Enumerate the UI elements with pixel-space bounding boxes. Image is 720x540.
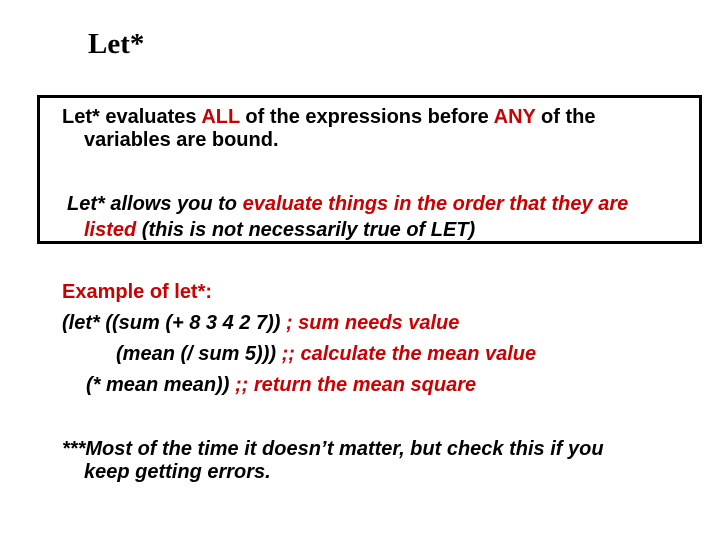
emphasis-listed: listed bbox=[84, 219, 137, 241]
note-line-2: keep getting errors. bbox=[84, 461, 271, 483]
box-line-1 bbox=[62, 106, 596, 129]
box-line-2 bbox=[67, 193, 628, 216]
code: (mean (/ sum 5))) bbox=[116, 343, 282, 365]
emphasis-any: ANY bbox=[493, 106, 536, 128]
emphasis-all: ALL bbox=[201, 106, 240, 128]
text: Let* evaluates bbox=[62, 106, 202, 128]
code: (* mean mean)) bbox=[86, 374, 235, 396]
emphasis-order: evaluate things in the order that they are bbox=[242, 193, 629, 215]
note-line-1: ***Most of the time it doesn’t matter, but check this if you bbox=[62, 438, 604, 460]
code: (let* ((sum (+ 8 3 4 2 7)) bbox=[62, 312, 286, 334]
text: of the bbox=[535, 106, 596, 128]
comment: ;; calculate the mean value bbox=[281, 343, 537, 365]
comment: ;; return the mean square bbox=[234, 374, 477, 396]
text: Let* allows you to bbox=[67, 193, 243, 215]
text: of the expressions before bbox=[239, 106, 494, 128]
comment: ; sum needs value bbox=[285, 312, 460, 334]
box-line-1-cont: variables are bound. bbox=[84, 129, 279, 151]
example-line-1 bbox=[62, 312, 459, 335]
box-line-2-cont bbox=[84, 219, 475, 242]
slide-title: Let* bbox=[88, 28, 145, 60]
example-line-2 bbox=[116, 343, 536, 366]
text: (this is not necessarily true of LET) bbox=[136, 219, 476, 241]
example-heading: Example of let*: bbox=[62, 281, 213, 303]
example-line-3 bbox=[86, 374, 476, 397]
